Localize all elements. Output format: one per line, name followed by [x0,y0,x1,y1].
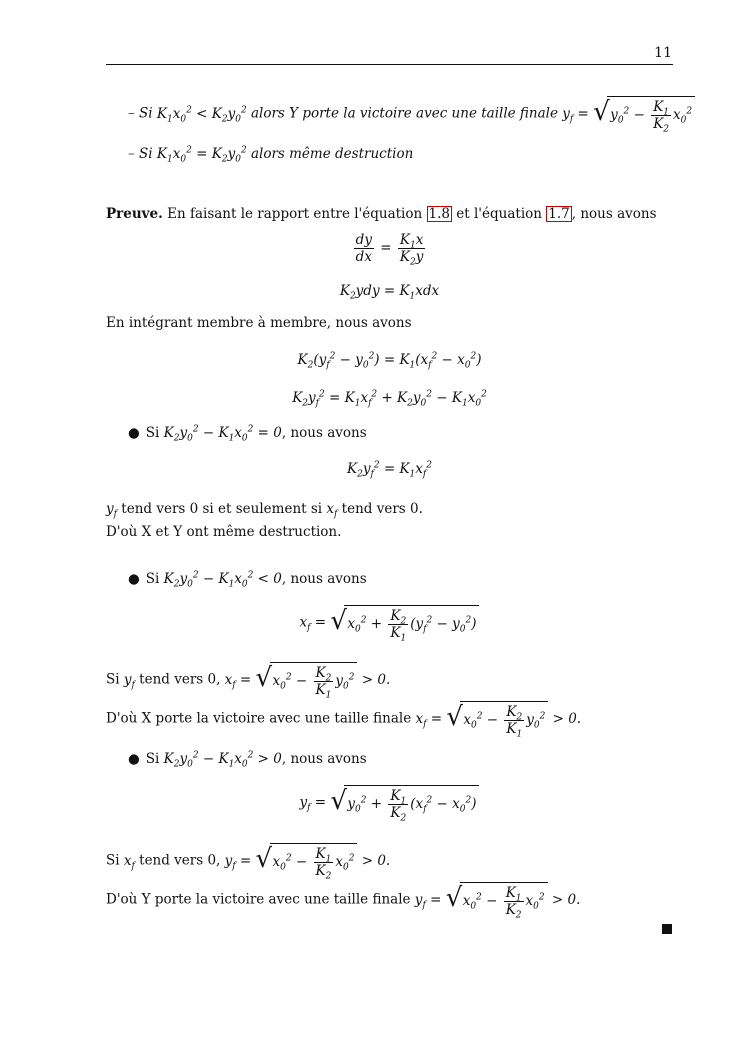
text: D'où Y porte la victoire avec une taille finale [106,891,411,908]
b2-line-1: Si $y_f$ tend vers 0, $x_f$ = √ $x_0^2$ − $\frac{K_2}{K_1}$ $y_0^2 > 0$. [106,663,391,701]
proof-text: et l'équation [456,206,542,222]
integrate-text: En intégrant membre à membre, nous avons [106,315,412,331]
proof-label: Preuve. [106,206,163,222]
proof-text: , nous avons [571,206,657,222]
case-eq-line [128,145,413,163]
case-text: alors Y porte la victoire avec une taille finale [250,105,558,122]
equation-ref-link[interactable]: 1.8 [428,206,450,222]
math-inline: $K_1x_0^2 < K_2y_0^2$ [156,105,247,125]
qed-square-icon [662,924,672,934]
equation-ref-link[interactable]: 1.7 [548,206,570,222]
text: tend vers 0, [139,852,221,869]
bullet-text: , nous avons [281,751,367,767]
b1-conclusion-1: $y_f$ tend vers 0 si et seulement si $x_f$ tend vers 0. [106,501,423,520]
b3-line-1: Si $x_f$ tend vers 0, $y_f$ = √ $x_0^2$ − $\frac{K_1}{K_2}$ $x_0^2 > 0$. [106,844,391,882]
math-inline: $K_2y_0^2 - K_1x_0^2 = 0$ [163,424,282,444]
equation-b1: $K_2y_f^2 = K_1x_f^2$ [347,460,432,480]
proof-intro [106,205,657,223]
text: tend vers 0 si et seulement si [121,501,323,517]
math-inline: $y_f$ = √ $y_0^2$ − $\frac{K_1}{K_2}$ $x_0^2$ [562,106,695,122]
b3-line-2: D'où Y porte la victoire avec une taille finale $y_f$ = √ $x_0^2$ − $\frac{K_1}{K_2}$ $x_0^2 > 0$. [106,883,581,921]
math-inline: $K_2y_0^2 - K_1x_0^2 > 0$ [163,750,282,770]
b1-conclusion-2: D'où X et Y ont même destruction. [106,524,342,540]
bullet-lt: ● Si $K_2y_0^2 - K_1x_0^2 < 0$, nous avons [128,570,367,590]
bullet-icon: ● [128,571,140,587]
bullet-text: , nous avons [281,425,367,441]
bullet-gt: ● Si $K_2y_0^2 - K_1x_0^2 > 0$, nous avons [128,750,367,770]
list-dash: – [128,146,135,162]
text: tend vers 0. [341,501,423,517]
equation-b3: $y_f$ = √ $y_0^2$ + $\frac{K_1}{K_2}$ $(x_f^2 - x_0^2)$ [106,785,673,821]
case-text: alors même destruction [250,146,414,162]
list-dash: – [128,105,135,122]
proof-text: En faisant le rapport entre l'équation [167,206,423,222]
page-number: 11 [654,45,672,61]
text: Si [106,852,120,869]
case-lead: Si [139,146,153,162]
bullet-icon: ● [128,751,140,767]
bullet-text: , nous avons [281,571,367,587]
equation-b2: $x_f$ = √ $x_0^2$ + $\frac{K_2}{K_1}$ $(y_f^2 - y_0^2)$ [106,605,673,641]
text: tend vers 0, [139,671,221,688]
equation-ratio: $\frac{dy}{dx}$ = $\frac{K_1x}{K_2y}$ [355,232,424,268]
text: D'où X porte la victoire avec une taille finale [106,710,412,727]
header-rule [106,64,673,65]
bullet-eq: ● Si $K_2y_0^2 - K_1x_0^2 = 0$, nous avons [128,424,367,444]
b2-line-2: D'où X porte la victoire avec une taille finale $x_f$ = √ $x_0^2$ − $\frac{K_2}{K_1}$ $y_0^2 > 0$. [106,702,582,740]
equation-integrated: $K_2(y_f^2 - y_0^2) = K_1(x_f^2 - x_0^2)$ [297,351,482,371]
equation-rearranged: $K_2y_f^2 = K_1x_f^2 + K_2y_0^2 - K_1x_0^2$ [292,389,487,409]
case-lead: Si [139,105,153,122]
math-inline: $K_2y_0^2 - K_1x_0^2 < 0$ [163,570,282,590]
case-lt-line [128,96,695,135]
text: Si [106,671,120,688]
bullet-icon: ● [128,425,140,441]
math-inline: $K_1x_0^2 = K_2y_0^2$ [156,145,247,165]
equation-separated: $K_2ydy = K_1xdx$ [339,283,440,302]
